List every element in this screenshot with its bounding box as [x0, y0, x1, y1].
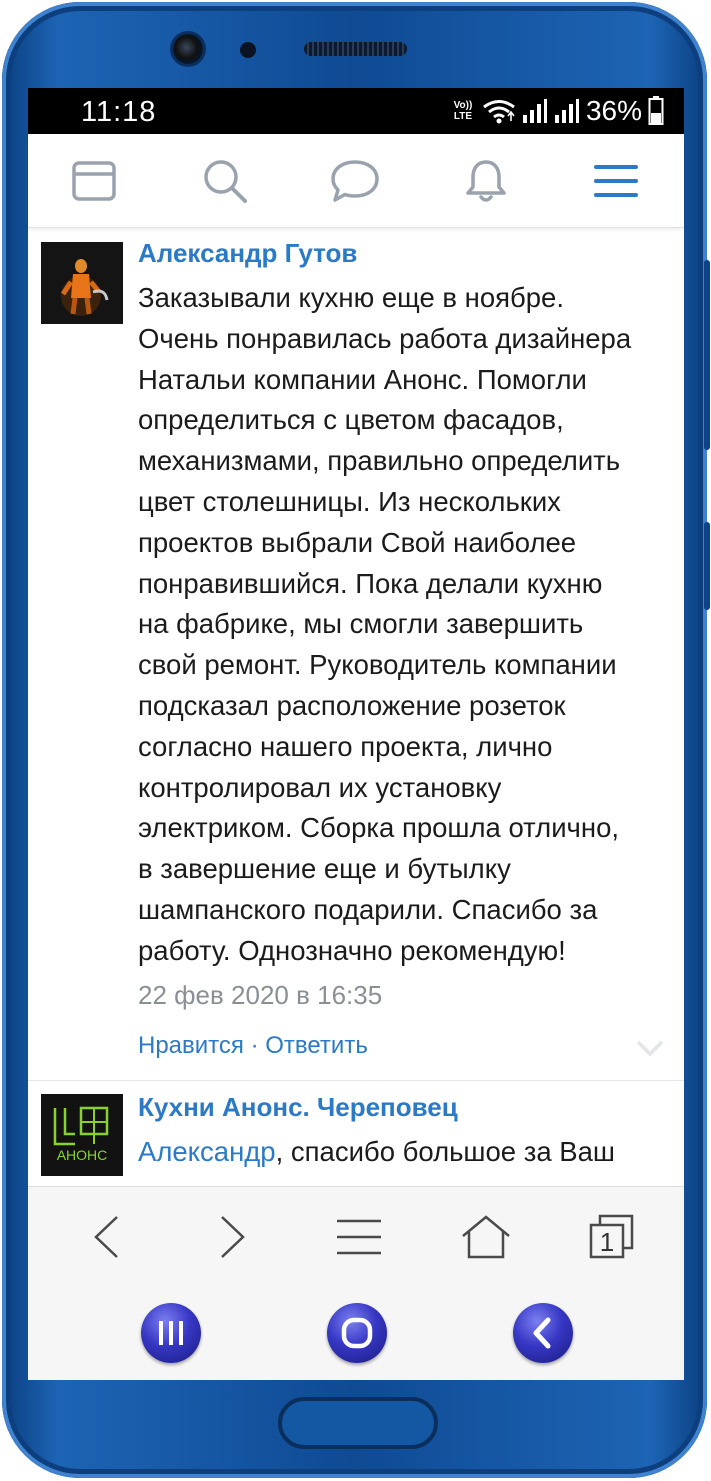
forward-arrow-icon[interactable]: [203, 1207, 263, 1267]
home-circle-icon[interactable]: [327, 1303, 387, 1363]
action-separator: ·: [243, 1032, 266, 1059]
chevron-down-icon[interactable]: [636, 1040, 664, 1058]
reply-link[interactable]: Ответить: [265, 1032, 368, 1059]
comment-author[interactable]: Кухни Анонс. Череповец: [138, 1092, 458, 1122]
volume-button: [704, 260, 710, 450]
window-icon[interactable]: [68, 155, 120, 207]
recents-icon[interactable]: [141, 1303, 201, 1363]
mention-link[interactable]: Александр: [138, 1136, 276, 1167]
like-link[interactable]: Нравится: [138, 1032, 244, 1059]
status-bar: [28, 88, 684, 134]
wifi-icon: [482, 98, 516, 124]
svg-text:1: 1: [599, 1226, 615, 1257]
comment-divider: [28, 1080, 684, 1081]
chat-bubble-icon[interactable]: [329, 155, 381, 207]
proximity-sensor: [240, 42, 256, 58]
comment-date: 22 фев 2020 в 16:35: [138, 980, 383, 1010]
back-arrow-icon[interactable]: [76, 1207, 136, 1267]
back-icon[interactable]: [513, 1303, 573, 1363]
front-camera: [173, 34, 203, 64]
screen: [28, 88, 684, 1380]
svg-text:АНОНС: АНОНС: [56, 1147, 108, 1163]
comment-text: Заказывали кухню еще в ноябре. Очень понравилась работа дизайнера Натальи компании Анонс. Помогли определиться с цветом фасадов, механизмами, правильно определить цвет столешницы. Из нескольких проектов выбрали Свой наиболее понравившийся. Пока делали кухню на фабрике, мы смогли завершить свой ремонт. Руководитель компании подсказал расположение розеток согласно нашего проекта, лично контролировал их установку электриком. Сборка прошла отлично, в завершение еще и бутылку шампанского подарили. Спасибо за работу. Однозначно рекомендую!: [138, 282, 632, 966]
power-button: [704, 522, 710, 610]
hardware-home-key[interactable]: [278, 1397, 438, 1449]
search-icon[interactable]: [199, 155, 251, 207]
comment-actions: [138, 1032, 368, 1060]
avatar[interactable]: [41, 242, 123, 324]
signal-1-icon: [522, 98, 548, 124]
battery-percent: 36%: [585, 95, 642, 126]
battery-icon: [648, 96, 664, 126]
company-logo-avatar[interactable]: [41, 1094, 123, 1176]
comments-feed: [28, 228, 684, 1186]
status-time: 11:18: [81, 96, 157, 128]
comment-text: Александр, спасибо большое за Ваш: [138, 1132, 668, 1214]
system-navigation: [28, 1286, 684, 1380]
volte-indicator: Vo)) LTE: [453, 100, 473, 122]
top-navigation: [28, 134, 684, 228]
status-icons: [450, 94, 664, 128]
signal-2-icon: [554, 98, 580, 124]
earpiece-speaker: [304, 42, 407, 56]
tabs-icon[interactable]: [582, 1207, 642, 1267]
bell-icon[interactable]: [460, 155, 512, 207]
menu-lines-icon[interactable]: [329, 1207, 389, 1267]
hamburger-menu-icon[interactable]: [590, 155, 642, 207]
home-icon[interactable]: [456, 1207, 516, 1267]
comment-author[interactable]: Александр Гутов: [138, 238, 358, 268]
browser-toolbar: [28, 1186, 684, 1286]
